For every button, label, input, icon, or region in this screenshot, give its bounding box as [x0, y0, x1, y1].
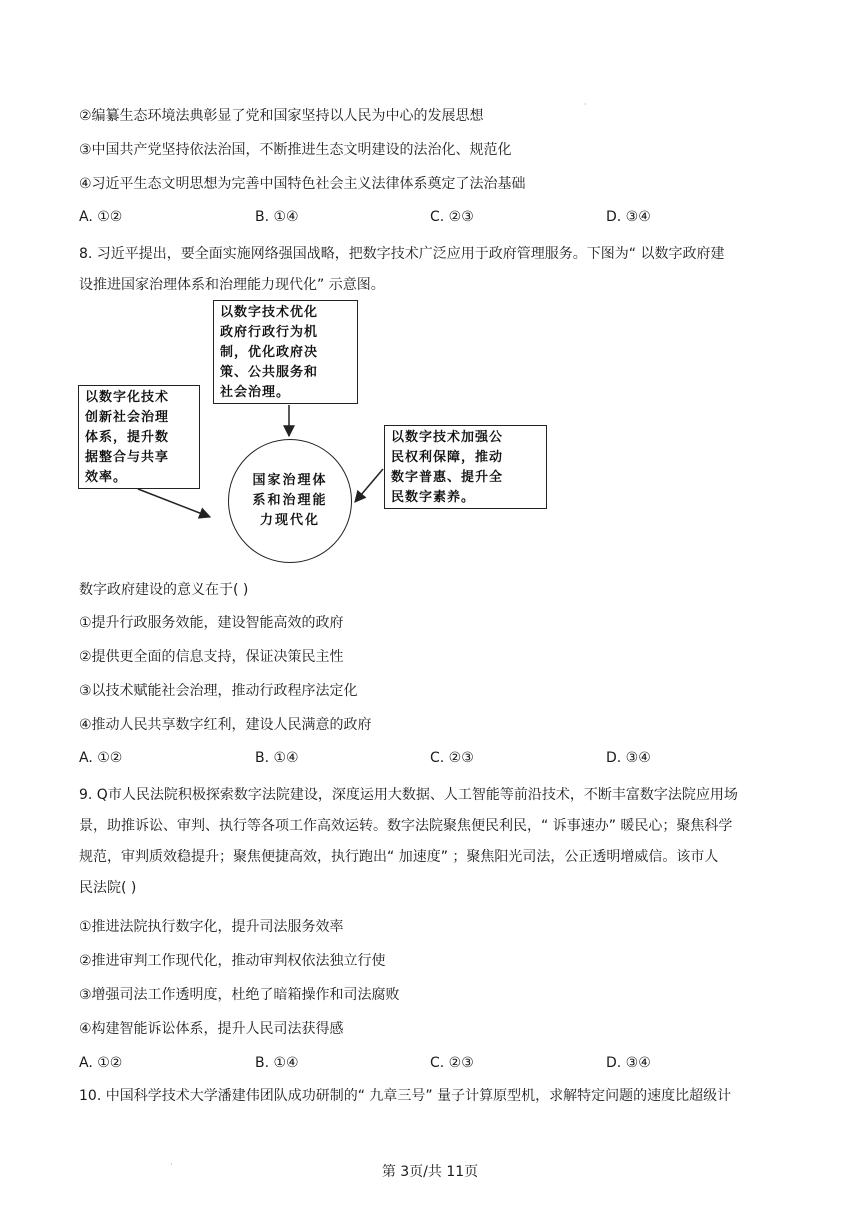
q7-option-item-4: ④习近平生态文明思想为完善中国特色社会主义法律体系奠定了法治基础	[79, 176, 526, 192]
q8-option-item-1: ①提升行政服务效能，建设智能高效的政府	[79, 615, 344, 631]
page-number-footer: 第 3页/共 11页	[381, 1164, 479, 1180]
q7-choice-a: A. ①②	[79, 209, 123, 225]
q7-option-item-2: ②编纂生态环境法典彰显了党和国家坚持以人民为中心的发展思想	[79, 108, 484, 124]
diagram-center-circle	[228, 439, 352, 563]
q9-choice-d: D. ③④	[606, 1055, 651, 1071]
q7-choice-d: D. ③④	[606, 209, 651, 225]
q9-choice-b: B. ①④	[255, 1055, 299, 1071]
q8-choice-d: D. ③④	[606, 750, 651, 766]
diagram-box-right: 以数字技术加强公 民权利保障，推动 数字普惠、提升全 民数字素养。	[384, 425, 547, 509]
q8-option-item-3: ③以技术赋能社会治理，推动行政程序法定化	[79, 683, 358, 699]
q10-stem-line-1: 10. 中国科学技术大学潘建伟团队成功研制的“ 九章三号” 量子计算原型机，求解特定问题的速度比超级计	[79, 1088, 732, 1104]
q9-option-item-4: ④构建智能诉讼体系，提升人民司法获得感	[79, 1021, 344, 1037]
q9-option-item-3: ③增强司法工作透明度，杜绝了暗箱操作和司法腐败	[79, 987, 400, 1003]
q9-option-item-2: ②推进审判工作现代化，推动审判权依法独立行使	[79, 953, 386, 969]
q9-stem-line-2: 景，助推诉讼、审判、执行等各项工作高效运转。数字法院聚焦便民利民，“ 诉事速办” 暖民心；聚焦科学	[79, 818, 733, 834]
q8-option-item-4: ④推动人民共享数字红利，建设人民满意的政府	[79, 717, 372, 733]
diagram-box-top: 以数字技术优化 政府行政行为机 制，优化政府决 策、公共服务和 社会治理。	[213, 300, 358, 404]
q9-choice-a: A. ①②	[79, 1055, 123, 1071]
q9-option-item-1: ①推进法院执行数字化，提升司法服务效率	[79, 919, 344, 935]
q7-choice-b: B. ①④	[255, 209, 299, 225]
scan-dot: ·	[584, 100, 587, 109]
q8-choice-b: B. ①④	[255, 750, 299, 766]
q9-choice-c: C. ②③	[430, 1055, 474, 1071]
q8-choice-c: C. ②③	[430, 750, 474, 766]
q7-choice-c: C. ②③	[430, 209, 474, 225]
q9-stem-line-3: 规范，审判质效稳提升；聚焦便捷高效，执行跑出“ 加速度” ；聚焦阳光司法，公正透明增威信。该市人	[79, 849, 719, 865]
diagram-center-label: 国家治理体 系和治理能 力现代化	[252, 473, 328, 528]
q8-stem-line-1: 8. 习近平提出，要全面实施网络强国战略，把数字技术广泛应用于政府管理服务。下图为“ 以数字政府建	[79, 246, 725, 262]
scan-dot: ·	[170, 1160, 173, 1169]
arrow-left-to-center	[138, 489, 210, 517]
q8-question: 数字政府建设的意义在于( )	[79, 582, 249, 598]
q9-stem-line-4: 民法院( )	[79, 880, 137, 896]
q8-choice-a: A. ①②	[79, 750, 123, 766]
q8-option-item-2: ②提供更全面的信息支持，保证决策民主性	[79, 649, 344, 665]
q9-stem-line-1: 9. Q市人民法院积极探索数字法院建设，深度运用大数据、人工智能等前沿技术，不断丰富数字法院应用场	[79, 787, 738, 803]
q7-option-item-3: ③中国共产党坚持依法治国，不断推进生态文明建设的法治化、规范化	[79, 142, 512, 158]
diagram-box-left: 以数字化技术 创新社会治理 体系，提升数 据整合与共享 效率。	[78, 385, 200, 489]
q8-stem-line-2: 设推进国家治理体系和治理能力现代化” 示意图。	[79, 277, 385, 293]
arrow-right-to-center	[355, 469, 383, 502]
